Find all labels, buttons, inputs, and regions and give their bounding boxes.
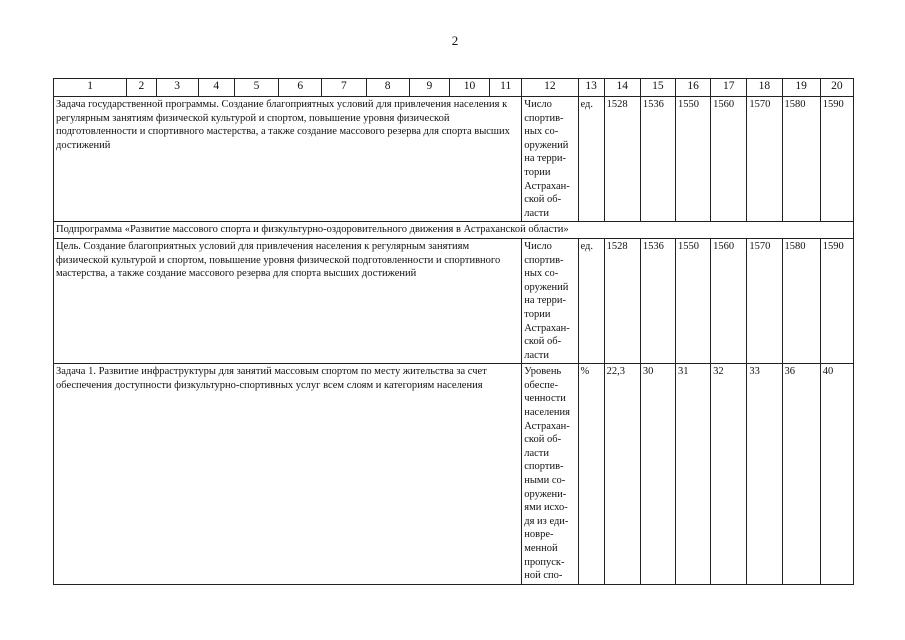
- header-cell: 9: [409, 79, 449, 97]
- header-cell: 13: [578, 79, 604, 97]
- indicator-name: Число спортив- ных со- оружений на терри- тории Астрахан- ской об- ласти: [522, 97, 578, 222]
- subprogram-title: Подпрограмма «Развитие массового спорта и физкультурно-оздоровительного движения в Астраханской области»: [54, 222, 854, 239]
- program-task-text: Задача государственной программы. Создание благоприятных условий для привлечения населения к регулярным занятиям физической культурой и спортом, повышение уровня физической подготовленности и спортивного мастерства, а также создание массового резерва для спорта высших достижений: [54, 97, 522, 222]
- value-cell: 1570: [747, 238, 782, 363]
- header-cell: 19: [782, 79, 820, 97]
- header-cell: 17: [711, 79, 747, 97]
- task1-text: Задача 1. Развитие инфраструктуры для занятий массовым спортом по месту жительства за счет обеспечения доступности физкультурно-спортивных услуг всем слоям и категориям населения: [54, 364, 522, 585]
- page-number: 2: [451, 33, 459, 48]
- subprogram-row: [54, 222, 854, 239]
- value-cell: 1528: [604, 238, 640, 363]
- value-cell: 1590: [820, 238, 853, 363]
- value-cell: 1550: [676, 238, 711, 363]
- table-row: [54, 238, 854, 363]
- header-cell: 5: [234, 79, 278, 97]
- indicator-name: Число спортив- ных со- оружений на терри- тории Астрахан- ской об- ласти: [522, 238, 578, 363]
- table-row: [54, 364, 854, 585]
- unit-cell: ед.: [578, 97, 604, 222]
- header-cell: 16: [676, 79, 711, 97]
- value-cell: 1570: [747, 97, 782, 222]
- unit-cell: %: [578, 364, 604, 585]
- header-cell: 8: [366, 79, 409, 97]
- header-cell: 3: [156, 79, 198, 97]
- header-cell: 12: [522, 79, 578, 97]
- value-cell: 33: [747, 364, 782, 585]
- indicators-table: [53, 78, 854, 585]
- header-cell: 14: [604, 79, 640, 97]
- value-cell: 1550: [676, 97, 711, 222]
- value-cell: 30: [640, 364, 675, 585]
- value-cell: 32: [711, 364, 747, 585]
- value-cell: 1580: [782, 97, 820, 222]
- value-cell: 31: [676, 364, 711, 585]
- unit-cell: ед.: [578, 238, 604, 363]
- header-cell: 4: [198, 79, 234, 97]
- value-cell: 1560: [711, 238, 747, 363]
- value-cell: 1528: [604, 97, 640, 222]
- value-cell: 40: [820, 364, 853, 585]
- header-cell: 2: [127, 79, 156, 97]
- header-row: [54, 79, 854, 97]
- header-cell: 6: [279, 79, 322, 97]
- header-cell: 15: [640, 79, 675, 97]
- value-cell: 22,3: [604, 364, 640, 585]
- header-cell: 10: [449, 79, 489, 97]
- table-row: [54, 97, 854, 222]
- value-cell: 1536: [640, 97, 675, 222]
- value-cell: 1590: [820, 97, 853, 222]
- value-cell: 1560: [711, 97, 747, 222]
- header-cell: 1: [54, 79, 127, 97]
- header-cell: 20: [820, 79, 853, 97]
- header-cell: 11: [490, 79, 522, 97]
- value-cell: 1580: [782, 238, 820, 363]
- header-cell: 7: [322, 79, 366, 97]
- goal-text: Цель. Создание благоприятных условий для привлечения населения к регулярным занятиям физической культурой и спортом, повышение уровня физической подготовленности и спортивного мастерства, а также создание массового резерва для спорта высших достижений: [54, 238, 522, 363]
- value-cell: 36: [782, 364, 820, 585]
- header-cell: 18: [747, 79, 782, 97]
- value-cell: 1536: [640, 238, 675, 363]
- indicator-name: Уровень обеспе- ченности населения Астрахан- ской об- ласти спортив- ными со- оружени- ями исхо- дя из еди- новре- менной пропуск- ной спо-: [522, 364, 578, 585]
